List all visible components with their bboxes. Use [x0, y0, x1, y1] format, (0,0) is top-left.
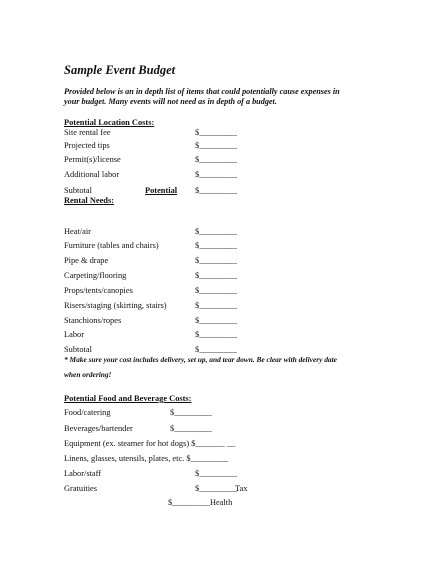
- page-title: Sample Event Budget: [64, 63, 176, 77]
- rental-item-blank: $_________: [195, 330, 237, 339]
- food-item-blank: $_________: [195, 484, 237, 493]
- rental-note-line-2: when ordering!: [64, 370, 112, 379]
- location-item: Projected tips: [64, 141, 110, 150]
- rental-note-line-1: * Make sure your cost includes delivery, set up, and tear down. Be clear with delivery date: [64, 355, 337, 364]
- location-item: Permit(s)/license: [64, 155, 121, 164]
- rental-item: Pipe & drape: [64, 256, 109, 265]
- rental-subtotal-blank: $_________: [195, 345, 237, 354]
- food-item: Food/catering: [64, 408, 111, 417]
- rental-item-blank: $_________: [195, 286, 237, 295]
- rental-item: Furniture (tables and chairs): [64, 241, 159, 250]
- health-blank: $_________: [168, 498, 210, 507]
- food-item: Labor/staff: [64, 469, 102, 478]
- food-item: Linens, glasses, utensils, plates, etc. $_________: [64, 454, 229, 463]
- rental-heading-part2: Rental Needs:: [64, 196, 115, 205]
- location-subtotal-blank: $_________: [195, 186, 237, 195]
- location-item: Additional labor: [64, 170, 120, 179]
- rental-heading-part1: Potential: [145, 186, 178, 195]
- rental-item-blank: $_________: [195, 316, 237, 325]
- location-item-blank: $_________: [195, 170, 237, 179]
- location-subtotal-label: Subtotal: [64, 186, 92, 195]
- rental-item-blank: $_________: [195, 256, 237, 265]
- rental-item: Risers/staging (skirting, stairs): [64, 301, 167, 310]
- food-item-blank: $_________: [195, 469, 237, 478]
- food-item: Beverages/bartender: [64, 424, 133, 433]
- rental-item: Props/tents/canopies: [64, 286, 133, 295]
- location-heading: Potential Location Costs:: [64, 118, 155, 127]
- rental-item: Carpeting/flooring: [64, 271, 127, 280]
- rental-item: Labor: [64, 330, 84, 339]
- location-item-blank: $_________: [195, 141, 237, 150]
- rental-subtotal-label: Subtotal: [64, 345, 92, 354]
- rental-item-blank: $_________: [195, 227, 237, 236]
- rental-item-blank: $_________: [195, 301, 237, 310]
- health-label: Health: [210, 498, 233, 507]
- intro-line-1: Provided below is an in depth list of items that could potentially cause expenses in: [64, 87, 340, 96]
- food-item-blank: $_________: [170, 408, 212, 417]
- food-item-blank: $_________: [170, 424, 212, 433]
- rental-item: Stanchions/ropes: [64, 316, 122, 325]
- food-item: Gratuities: [64, 484, 98, 493]
- rental-item-blank: $_________: [195, 271, 237, 280]
- tax-label: Tax: [235, 484, 248, 493]
- intro-line-2: your budget. Many events will not need as in depth of a budget.: [64, 97, 277, 106]
- location-item: Site rental fee: [64, 128, 111, 137]
- location-item-blank: $_________: [195, 155, 237, 164]
- rental-item-blank: $_________: [195, 241, 237, 250]
- food-item: Equipment (ex. steamer for hot dogs) $_______ __: [64, 439, 236, 448]
- location-item-blank: $_________: [195, 128, 237, 137]
- food-heading: Potential Food and Beverage Costs:: [64, 394, 192, 403]
- rental-item: Heat/air: [64, 227, 91, 236]
